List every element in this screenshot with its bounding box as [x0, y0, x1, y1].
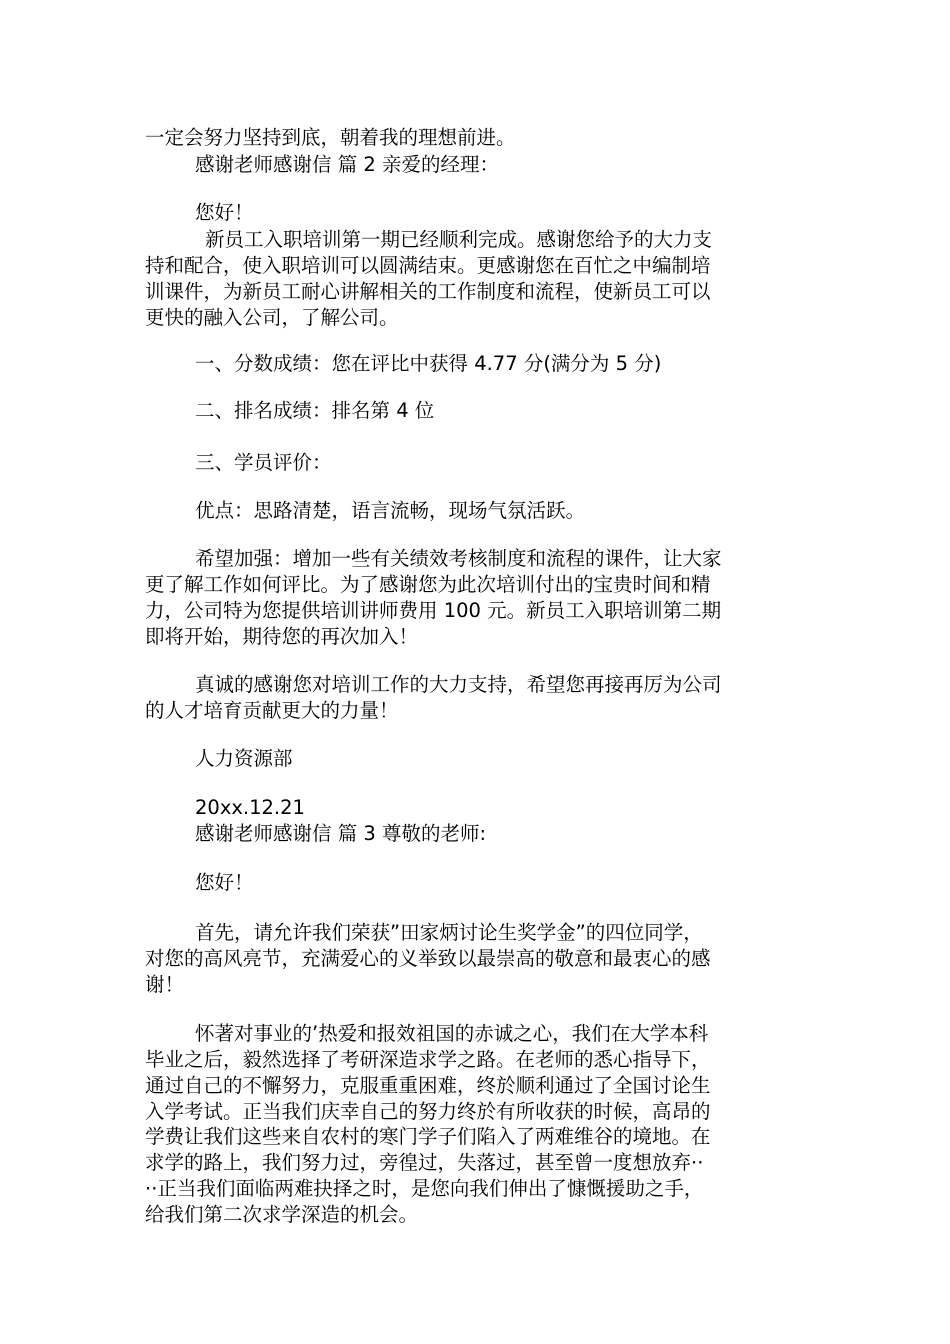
text-line: 更快的融入公司，了解公司。	[145, 306, 399, 329]
text-line: 给我们第二次求学深造的机会。	[145, 1203, 419, 1226]
text-line: 优点：思路清楚，语言流畅，现场气氛活跃。	[195, 499, 586, 522]
text-line: 三、学员评价：	[195, 451, 332, 474]
signature-date: 20xx.12.21	[195, 796, 305, 819]
text-line: 通过自己的不懈努力，克服重重困难，终於顺利通过了全国讨论生	[145, 1074, 711, 1097]
text-line: 即将开始，期待您的再次加入！	[145, 625, 419, 648]
text-line: 新员工入职培训第一期已经顺利完成。感谢您给予的大力支	[205, 228, 713, 251]
text-line: 求学的路上，我们努力过，旁徨过，失落过，甚至曾一度想放弃··	[145, 1151, 704, 1174]
text-line: 一、分数成绩：您在评比中获得 4.77 分(满分为 5 分)	[195, 352, 662, 375]
section-heading: 感谢老师感谢信 篇 2 亲爱的经理：	[195, 153, 500, 176]
text-line: ··正当我们面临两难抉择之时，是您向我们伸出了慷慨援助之手，	[145, 1177, 704, 1200]
text-line: 对您的高风亮节，充满爱心的义举致以最崇高的敬意和最衷心的感	[145, 947, 711, 970]
text-line: 真诚的感谢您对培训工作的大力支持，希望您再接再厉为公司	[195, 673, 722, 696]
text-line: 一定会努力坚持到底，朝着我的理想前进。	[145, 126, 516, 149]
text-line: 毕业之后，毅然选择了考研深造求学之路。在老师的悉心指导下，	[145, 1048, 711, 1071]
text-line: 怀著对事业的’热爱和报效祖国的赤诚之心，我们在大学本科	[195, 1022, 709, 1045]
text-line: 学费让我们这些来自农村的寒门学子们陷入了两难维谷的境地。在	[145, 1125, 711, 1148]
greeting: 您好！	[195, 201, 254, 224]
text-line: 希望加强：增加一些有关绩效考核制度和流程的课件，让大家	[195, 547, 722, 570]
text-line: 力，公司特为您提供培训讲师费用 100 元。新员工入职培训第二期	[145, 599, 722, 622]
text-line: 的人才培育贡献更大的力量！	[145, 699, 399, 722]
signature-department: 人力资源部	[195, 747, 293, 770]
text-line: 持和配合，使入职培训可以圆满结束。更感谢您在百忙之中编制培	[145, 254, 711, 277]
text-line: 入学考试。正当我们庆幸自己的努力终於有所收获的时候，高昂的	[145, 1100, 711, 1123]
text-line: 更了解工作如何评比。为了感谢您为此次培训付出的宝贵时间和精	[145, 573, 711, 596]
text-line: 首先，请允许我们荣获”田家炳讨论生奖学金”的四位同学，	[195, 921, 703, 944]
greeting: 您好！	[195, 871, 254, 894]
text-line: 谢！	[145, 973, 185, 996]
section-heading: 感谢老师感谢信 篇 3 尊敬的老师:	[195, 822, 487, 845]
text-line: 二、排名成绩：排名第 4 位	[195, 399, 435, 422]
text-line: 训课件，为新员工耐心讲解相关的工作制度和流程，使新员工可以	[145, 280, 711, 303]
